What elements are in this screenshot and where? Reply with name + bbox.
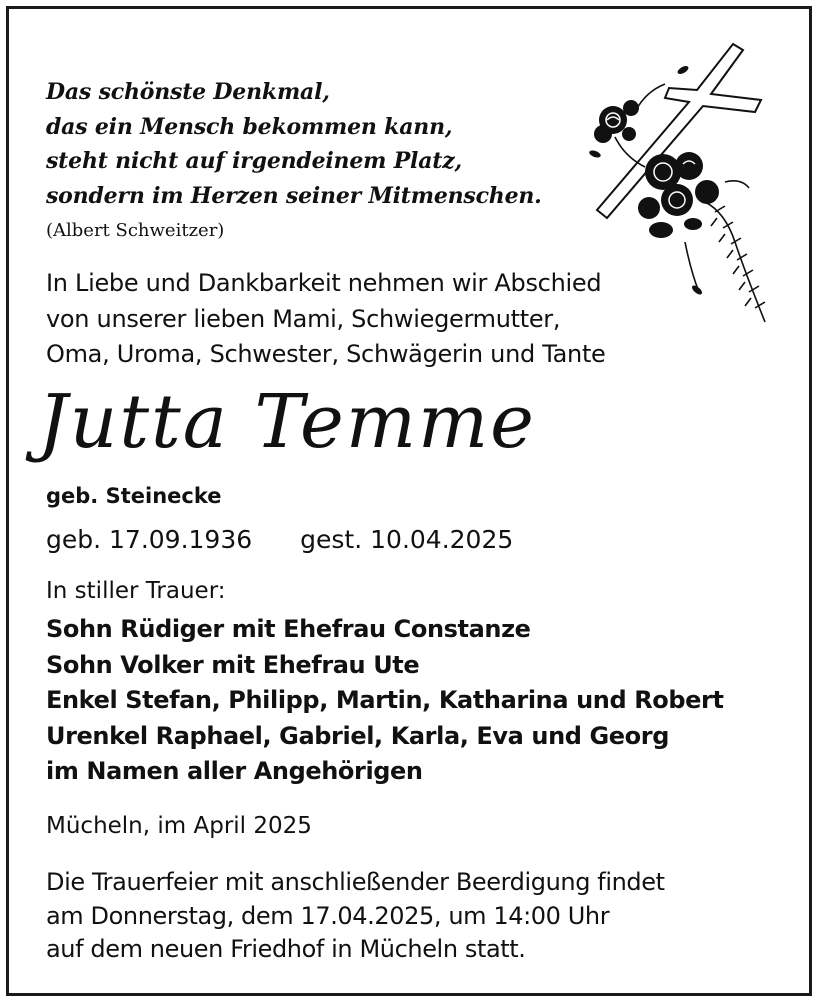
farewell-intro (46, 266, 606, 373)
mourner-line: Sohn Rüdiger mit Ehefrau Constanze (46, 615, 531, 643)
deceased-name: Jutta Temme (38, 379, 536, 465)
maiden-name: geb. Steinecke (46, 484, 222, 508)
mourner-line: Urenkel Raphael, Gabriel, Karla, Eva und Georg (46, 721, 669, 750)
mourners-list (46, 612, 724, 790)
birth-date: geb. 17.09.1936 (46, 525, 253, 554)
funeral-info (46, 866, 665, 967)
mourner-line: Enkel Stefan, Philipp, Martin, Katharina und Robert (46, 686, 724, 714)
funeral-line: am Donnerstag, dem 17.04.2025, um 14:00 Uhr (46, 901, 610, 930)
quote (46, 75, 542, 213)
quote-line: sondern im Herzen seiner Mitmenschen. (46, 182, 542, 209)
life-dates (46, 525, 513, 554)
quote-line: das ein Mensch bekommen kann, (46, 113, 453, 140)
cross-with-roses-icon (585, 42, 775, 327)
quote-author: (Albert Schweitzer) (46, 220, 225, 241)
death-date: gest. 10.04.2025 (300, 525, 514, 554)
quote-line: steht nicht auf irgendeinem Platz, (46, 148, 462, 174)
intro-line: Oma, Uroma, Schwester, Schwägerin und Tante (46, 340, 606, 368)
mourners-label: In stiller Trauer: (46, 578, 226, 604)
place-date: Mücheln, im April 2025 (46, 813, 312, 839)
mourner-line: Sohn Volker mit Ehefrau Ute (46, 650, 420, 679)
quote-line: Das schönste Denkmal, (46, 79, 330, 105)
intro-line: In Liebe und Dankbarkeit nehmen wir Abschied (46, 269, 602, 297)
intro-line: von unserer lieben Mami, Schwiegermutter, (46, 304, 561, 333)
mourner-line: im Namen aller Angehörigen (46, 757, 423, 785)
funeral-line: auf dem neuen Friedhof in Mücheln statt. (46, 935, 526, 963)
funeral-line: Die Trauerfeier mit anschließender Beerdigung findet (46, 868, 665, 896)
